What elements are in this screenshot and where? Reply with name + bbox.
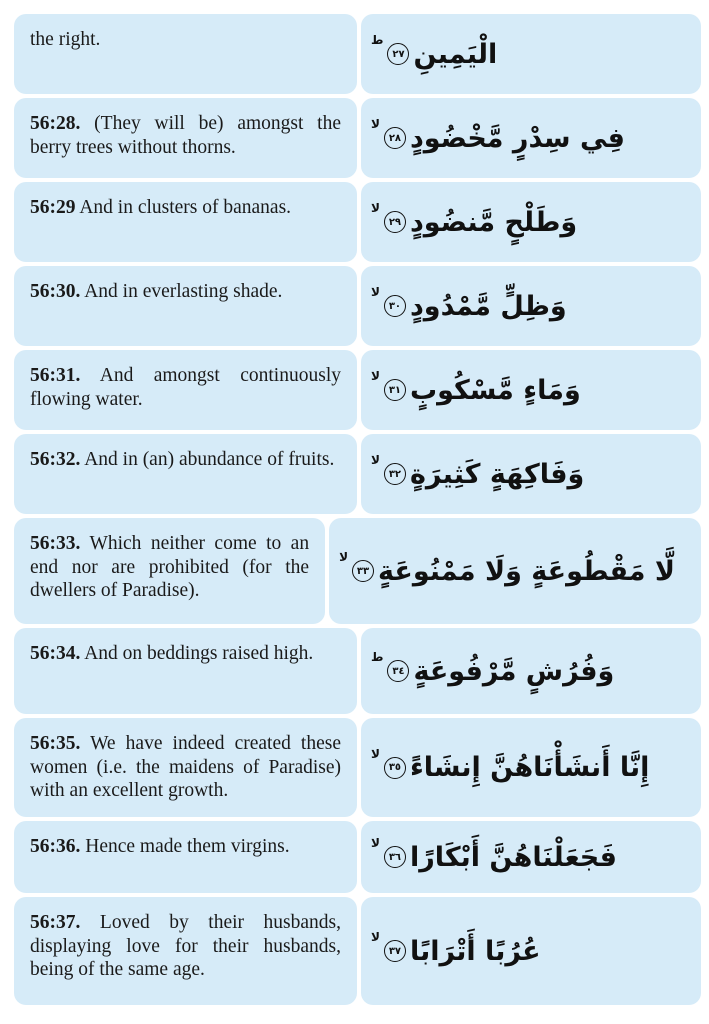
verse-reference: 56:28. xyxy=(30,113,81,134)
pause-mark: لا xyxy=(371,117,380,131)
ayah-number-icon: ٣٣ xyxy=(352,560,374,582)
verse-reference: 56:32. xyxy=(30,449,81,470)
ayah-number-icon: ٣٠ xyxy=(384,295,406,317)
ayah-number-icon: ٢٧ xyxy=(387,43,409,65)
verse-reference: 56:30. xyxy=(30,281,81,302)
translation-text: We have indeed created these women (i.e. the maidens of Paradise) with an excellent growth. xyxy=(30,733,341,801)
arabic-verse-cell xyxy=(361,350,701,430)
translation-text: And in everlasting shade. xyxy=(84,281,283,302)
arabic-verse xyxy=(371,453,585,490)
translation-text: And amongst continuously flowing water. xyxy=(30,365,341,410)
arabic-text: وَمَاءٍ مَّسْكُوبٍ xyxy=(409,374,581,406)
verse-reference: 56:37. xyxy=(30,912,81,933)
translation-text: Hence made them virgins. xyxy=(85,836,290,857)
verse-row xyxy=(14,182,701,262)
pause-mark: لا xyxy=(371,285,380,299)
verse-row xyxy=(14,350,701,430)
ayah-number-icon: ٣٢ xyxy=(384,463,406,485)
arabic-text: وَفُرُشٍ مَّرْفُوعَةٍ xyxy=(413,655,615,687)
verse-row xyxy=(14,434,701,514)
verse-row xyxy=(14,518,701,624)
arabic-verse-cell xyxy=(361,266,701,346)
arabic-verse xyxy=(371,650,615,687)
verse-reference: 56:36. xyxy=(30,836,81,857)
arabic-verse xyxy=(371,117,625,154)
arabic-verse-cell xyxy=(361,897,701,1005)
arabic-text: وَطَلْحٍ مَّنضُودٍ xyxy=(409,206,578,238)
translation-text: And in clusters of bananas. xyxy=(79,197,292,218)
arabic-text: لَّا مَقْطُوعَةٍ وَلَا مَمْنُوعَةٍ xyxy=(378,555,675,587)
english-translation-cell xyxy=(14,821,357,893)
verse-reference: 56:29 xyxy=(30,197,76,218)
pause-mark: لا xyxy=(339,550,349,564)
arabic-verse xyxy=(371,285,567,322)
arabic-verse-cell xyxy=(361,718,701,817)
arabic-text: الْيَمِينِ xyxy=(413,38,498,70)
verse-reference: 56:31. xyxy=(30,365,81,386)
arabic-verse-cell xyxy=(361,434,701,514)
arabic-verse xyxy=(371,836,617,873)
translation-text: Loved by their husbands, displaying love for their husbands, being of the same age. xyxy=(30,912,341,980)
arabic-verse xyxy=(371,746,650,783)
english-translation-cell xyxy=(14,182,357,262)
pause-mark: لا xyxy=(371,930,380,944)
arabic-verse-cell xyxy=(361,14,701,94)
verse-reference: 56:34. xyxy=(30,643,81,664)
arabic-verse-cell xyxy=(361,182,701,262)
ayah-number-icon: ٣٤ xyxy=(387,660,409,682)
arabic-text: فِي سِدْرٍ مَّخْضُودٍ xyxy=(409,122,625,154)
verse-row xyxy=(14,897,701,1005)
english-translation-cell xyxy=(14,718,357,817)
arabic-verse xyxy=(371,930,541,967)
verse-row xyxy=(14,14,701,94)
arabic-text: فَجَعَلْنَاهُنَّ أَبْكَارًا xyxy=(409,841,617,873)
english-translation-cell xyxy=(14,897,357,1005)
arabic-verse-cell xyxy=(329,518,701,624)
english-translation-cell xyxy=(14,434,357,514)
pause-mark: لا xyxy=(371,369,380,383)
ayah-number-icon: ٢٩ xyxy=(384,211,406,233)
pause-mark: لا xyxy=(371,836,380,850)
arabic-verse xyxy=(371,201,578,238)
arabic-verse xyxy=(371,369,581,406)
verse-row xyxy=(14,821,701,893)
pause-mark: ط xyxy=(371,33,384,47)
english-translation-cell xyxy=(14,350,357,430)
arabic-text: وَفَاكِهَةٍ كَثِيرَةٍ xyxy=(409,458,585,490)
arabic-text: عُرُبًا أَتْرَابًا xyxy=(409,935,541,967)
translation-text: And on beddings raised high. xyxy=(84,643,314,664)
pause-mark: لا xyxy=(371,453,380,467)
translation-text: And in (an) abundance of fruits. xyxy=(84,449,335,470)
arabic-text: إِنَّا أَنشَأْنَاهُنَّ إِنشَاءً xyxy=(409,752,650,783)
verse-row xyxy=(14,718,701,817)
verse-reference: 56:35. xyxy=(30,733,81,754)
verse-row xyxy=(14,98,701,178)
ayah-number-icon: ٣٦ xyxy=(384,846,406,868)
translation-text: (They will be) amongst the berry trees without thorns. xyxy=(30,113,342,158)
verse-row xyxy=(14,266,701,346)
translation-text: Which neither come to an end nor are prohibited (for the dwellers of Paradise). xyxy=(30,533,310,601)
verse-row xyxy=(14,628,701,714)
translation-text: the right. xyxy=(30,29,101,50)
arabic-verse-cell xyxy=(361,628,701,714)
pause-mark: ط xyxy=(371,650,384,664)
english-translation-cell xyxy=(14,98,357,178)
ayah-number-icon: ٣٧ xyxy=(384,940,406,962)
ayah-number-icon: ٣٥ xyxy=(384,757,406,779)
english-translation-cell xyxy=(14,628,357,714)
ayah-number-icon: ٣١ xyxy=(384,379,406,401)
arabic-verse-cell xyxy=(361,821,701,893)
pause-mark: لا xyxy=(371,201,380,215)
arabic-verse-cell xyxy=(361,98,701,178)
arabic-verse xyxy=(371,33,498,70)
english-translation-cell xyxy=(14,266,357,346)
arabic-verse xyxy=(339,550,675,587)
arabic-text: وَظِلٍّ مَّمْدُودٍ xyxy=(409,290,567,322)
english-translation-cell xyxy=(14,518,325,624)
ayah-number-icon: ٢٨ xyxy=(384,127,406,149)
verse-reference: 56:33. xyxy=(30,533,81,554)
english-translation-cell xyxy=(14,14,357,94)
pause-mark: لا xyxy=(371,746,380,761)
